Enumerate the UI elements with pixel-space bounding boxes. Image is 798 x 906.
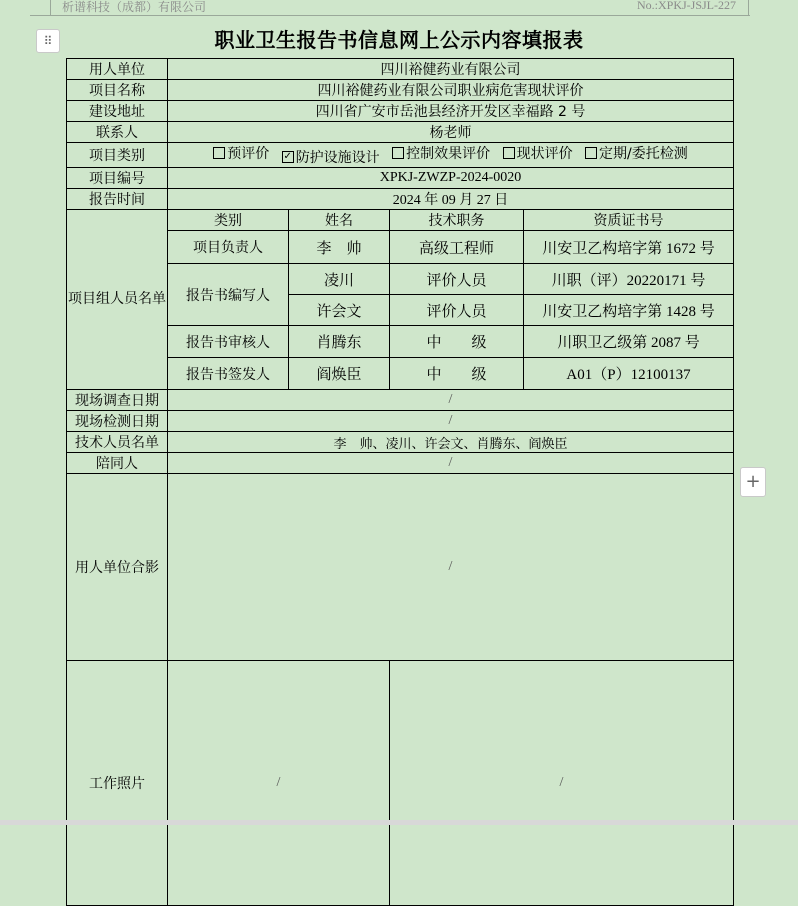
- row-tech-staff: [67, 432, 734, 453]
- project-type-options: [168, 143, 734, 168]
- team-col-name: 姓名: [289, 210, 390, 231]
- test-date-label: 现场检测日期: [67, 411, 168, 432]
- option-pre-evaluation[interactable]: 预评价: [213, 143, 269, 163]
- project-name-label: 项目名称: [67, 80, 168, 101]
- row-companion: [67, 453, 734, 474]
- team-header-row: [67, 210, 734, 231]
- row-contact: [67, 122, 734, 143]
- project-no-value[interactable]: XPKJ-ZWZP-2024-0020: [168, 168, 734, 189]
- member-title[interactable]: 评价人员: [390, 264, 524, 295]
- checkbox[interactable]: [503, 147, 515, 159]
- row-employer: [67, 59, 734, 80]
- member-name[interactable]: 肖腾东: [289, 326, 390, 358]
- work-photo-left[interactable]: /: [168, 661, 390, 906]
- company-name: 析谱科技（成都）有限公司: [62, 0, 207, 14]
- table-row: [67, 326, 734, 358]
- report-date-value[interactable]: 2024 年 09 月 27 日: [168, 189, 734, 210]
- contact-value[interactable]: 杨老师: [168, 122, 734, 143]
- project-no-label: 项目编号: [67, 168, 168, 189]
- drag-handle-icon[interactable]: ⠿: [36, 29, 60, 53]
- address-label: 建设地址: [67, 101, 168, 122]
- row-project-name: [67, 80, 734, 101]
- project-name-value[interactable]: 四川裕健药业有限公司职业病危害现状评价: [168, 80, 734, 101]
- role-signer: 报告书签发人: [168, 358, 289, 390]
- row-group-photo: [67, 474, 734, 661]
- row-project-no: [67, 168, 734, 189]
- table-row: [67, 231, 734, 264]
- header-rule: [30, 15, 750, 16]
- contact-label: 联系人: [67, 122, 168, 143]
- option-status-evaluation[interactable]: 现状评价: [503, 143, 573, 163]
- group-photo-placeholder[interactable]: /: [168, 474, 734, 661]
- report-date-label: 报告时间: [67, 189, 168, 210]
- group-photo-label: 用人单位合影: [67, 474, 168, 661]
- table-row: [67, 358, 734, 390]
- row-report-date: [67, 189, 734, 210]
- tech-staff-label: 技术人员名单: [67, 432, 168, 453]
- team-col-category: 类别: [168, 210, 289, 231]
- project-type-label: 项目类别: [67, 143, 168, 168]
- checkbox[interactable]: [392, 147, 404, 159]
- member-cert[interactable]: 川安卫乙构培字第 1672 号: [524, 231, 734, 264]
- employer-value[interactable]: 四川裕健药业有限公司: [168, 59, 734, 80]
- member-title[interactable]: 高级工程师: [390, 231, 524, 264]
- row-survey-date: [67, 390, 734, 411]
- option-control-effect[interactable]: 控制效果评价: [392, 143, 490, 163]
- checkbox[interactable]: [585, 147, 597, 159]
- team-col-cert: 资质证书号: [524, 210, 734, 231]
- member-name[interactable]: 李 帅: [289, 231, 390, 264]
- team-label: 项目组人员名单: [67, 210, 168, 390]
- role-reviewer: 报告书审核人: [168, 326, 289, 358]
- member-name[interactable]: 阎焕臣: [289, 358, 390, 390]
- table-row: [67, 264, 734, 295]
- checkbox-checked[interactable]: ✓: [283, 151, 292, 162]
- row-project-type: [67, 143, 734, 168]
- header-corner-right: [748, 0, 769, 15]
- bottom-scroll-strip: [0, 820, 798, 825]
- member-name[interactable]: 凌川: [289, 264, 390, 295]
- work-photo-label: 工作照片: [67, 661, 168, 906]
- header-corner-left: [30, 0, 51, 15]
- tech-staff-value[interactable]: 李 帅、凌川、许会文、肖腾东、阎焕臣: [168, 432, 734, 453]
- member-cert[interactable]: 川职卫乙级第 2087 号: [524, 326, 734, 358]
- address-value[interactable]: 四川省广安市岳池县经济开发区幸福路 2 号: [168, 101, 734, 122]
- option-periodic-detection[interactable]: 定期/委托检测: [585, 143, 688, 163]
- survey-date-label: 现场调查日期: [67, 390, 168, 411]
- companion-value[interactable]: /: [168, 453, 734, 474]
- survey-date-value[interactable]: /: [168, 390, 734, 411]
- add-row-button[interactable]: +: [740, 467, 766, 497]
- row-work-photo: [67, 661, 734, 906]
- row-address: [67, 101, 734, 122]
- document-number: No.:XPKJ-JSJL-227: [636, 0, 736, 12]
- member-name[interactable]: 许会文: [289, 295, 390, 326]
- member-cert[interactable]: 川安卫乙构培字第 1428 号: [524, 295, 734, 326]
- option-protection-design[interactable]: ✓ 防护设施设计: [283, 150, 380, 166]
- report-form-table: [66, 58, 734, 906]
- role-leader: 项目负责人: [168, 231, 289, 264]
- team-col-title: 技术职务: [390, 210, 524, 231]
- checkbox[interactable]: [213, 147, 225, 159]
- member-title[interactable]: 中 级: [390, 326, 524, 358]
- work-photo-right[interactable]: /: [390, 661, 734, 906]
- companion-label: 陪同人: [67, 453, 168, 474]
- member-title[interactable]: 评价人员: [390, 295, 524, 326]
- row-test-date: [67, 411, 734, 432]
- member-title[interactable]: 中 级: [390, 358, 524, 390]
- member-cert[interactable]: A01（P）12100137: [524, 358, 734, 390]
- role-writer: 报告书编写人: [168, 264, 289, 326]
- page-title: 职业卫生报告书信息网上公示内容填报表: [214, 28, 584, 52]
- member-cert[interactable]: 川职（评）20220171 号: [524, 264, 734, 295]
- test-date-value[interactable]: /: [168, 411, 734, 432]
- employer-label: 用人单位: [67, 59, 168, 80]
